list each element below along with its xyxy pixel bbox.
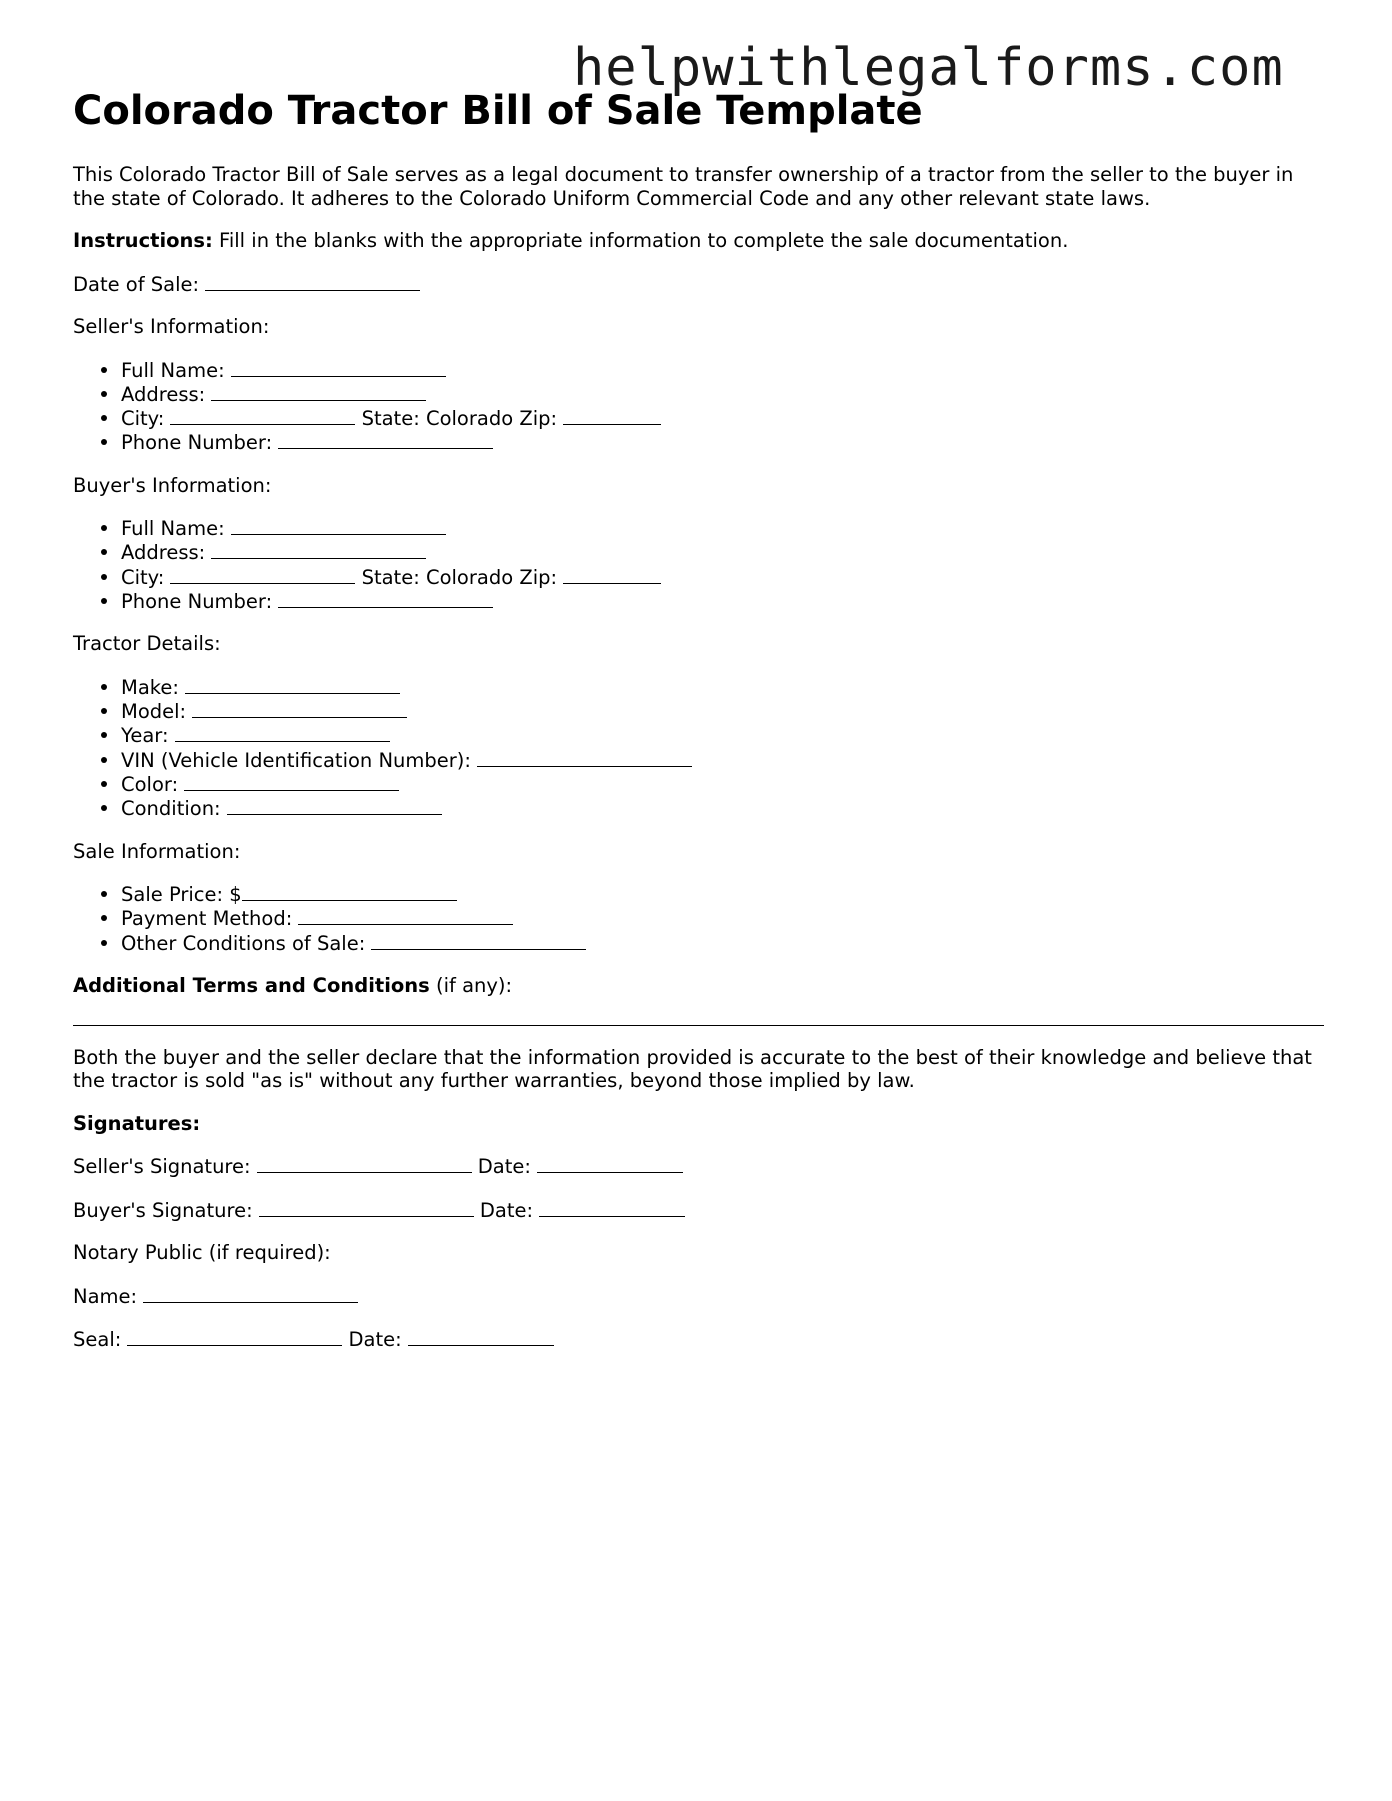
notary-name-label: Name: — [73, 1284, 138, 1308]
seller-address-field[interactable] — [211, 382, 426, 401]
instructions-label: Instructions: — [73, 229, 213, 252]
tractor-condition-label: Condition: — [121, 797, 221, 821]
notary-date-field[interactable] — [408, 1327, 554, 1346]
list-item — [121, 382, 1323, 406]
buyer-heading: Buyer's Information: — [73, 473, 272, 497]
list-item — [121, 772, 1323, 796]
signatures-label: Signatures: — [73, 1111, 201, 1135]
buyer-phone-label: Phone Number: — [121, 590, 273, 614]
list-item — [121, 882, 1323, 906]
list-item — [121, 589, 1323, 613]
seller-city-field[interactable] — [170, 406, 355, 425]
list-item — [121, 796, 1323, 820]
declaration-paragraph: Both the buyer and the seller declare that the information provided is accurate to the best of their knowledge and believe that the tractor is sold "as is" without any further warranties, beyond those implied by law. — [73, 1045, 1312, 1093]
tractor-make-label: Make: — [121, 675, 179, 699]
list-item — [121, 565, 1323, 589]
seller-full-name-label: Full Name: — [121, 358, 225, 382]
seller-date-field[interactable] — [537, 1154, 683, 1173]
seller-signature-label: Seller's Signature: — [73, 1155, 251, 1179]
buyer-zip-field[interactable] — [563, 565, 661, 584]
tractor-model-field[interactable] — [192, 699, 407, 718]
seller-phone-label: Phone Number: — [121, 431, 273, 455]
payment-method-field[interactable] — [298, 906, 513, 925]
buyer-city-label: City: — [121, 565, 165, 589]
sale-price-label: Sale Price: $ — [121, 883, 242, 907]
list-item — [121, 931, 1323, 955]
list-item — [121, 723, 1323, 747]
notary-name-field[interactable] — [143, 1284, 358, 1303]
list-item — [121, 358, 1323, 382]
notary-seal-field[interactable] — [127, 1327, 342, 1346]
notary-seal-row — [73, 1327, 1323, 1352]
seller-zip-field[interactable] — [563, 406, 661, 425]
tractor-year-label: Year: — [121, 724, 169, 748]
buyer-address-label: Address: — [121, 541, 206, 565]
other-conditions-label: Other Conditions of Sale: — [121, 931, 366, 955]
seller-date-label: Date: — [477, 1155, 531, 1179]
tractor-make-field[interactable] — [185, 675, 400, 694]
list-item — [121, 906, 1323, 930]
list-item — [121, 516, 1323, 540]
list-item — [121, 540, 1323, 564]
buyer-phone-field[interactable] — [278, 589, 493, 608]
signatures-heading — [73, 1112, 1323, 1136]
list-item — [121, 699, 1323, 723]
sale-info-list — [73, 882, 1323, 955]
date-of-sale-row — [73, 272, 1323, 297]
list-item — [121, 406, 1323, 430]
tractor-details-list — [73, 675, 1323, 821]
notary-seal-label: Seal: — [73, 1328, 122, 1352]
tractor-vin-label: VIN (Vehicle Identification Number): — [121, 748, 471, 772]
notary-date-label: Date: — [348, 1328, 402, 1352]
intro-paragraph: This Colorado Tractor Bill of Sale serves as a legal document to transfer ownership of a tractor from the seller to the buyer in the state of Colorado. It adheres to the Colorado Uniform Commercial Code and any other relevant state laws. — [73, 163, 1294, 210]
date-of-sale-label: Date of Sale: — [73, 272, 200, 296]
seller-signature-field[interactable] — [257, 1154, 472, 1173]
buyer-signature-row — [73, 1198, 1323, 1223]
buyer-date-label: Date: — [479, 1198, 534, 1222]
date-of-sale-field[interactable] — [205, 272, 420, 291]
page-title: Colorado Tractor Bill of Sale Template — [73, 88, 923, 134]
buyer-state-zip-label: State: Colorado Zip: — [361, 565, 558, 589]
instructions-paragraph — [73, 229, 1323, 253]
document-page — [73, 86, 1323, 1352]
tractor-vin-field[interactable] — [477, 748, 692, 767]
sale-price-field[interactable] — [242, 882, 457, 901]
seller-full-name-field[interactable] — [231, 358, 446, 377]
buyer-signature-field[interactable] — [259, 1198, 474, 1217]
additional-terms-label: Additional Terms and Conditions — [73, 974, 430, 998]
tractor-color-label: Color: — [121, 773, 179, 797]
seller-heading: Seller's Information: — [73, 315, 270, 338]
buyer-signature-label: Buyer's Signature: — [73, 1198, 253, 1222]
seller-state-zip-label: State: Colorado Zip: — [361, 407, 558, 431]
additional-terms-suffix: (if any): — [429, 974, 513, 998]
notary-heading: Notary Public (if required): — [73, 1241, 331, 1265]
seller-city-label: City: — [121, 407, 165, 431]
sale-heading: Sale Information: — [73, 839, 241, 863]
seller-address-label: Address: — [121, 382, 206, 406]
seller-info-list — [73, 358, 1323, 455]
buyer-full-name-label: Full Name: — [121, 517, 225, 541]
payment-method-label: Payment Method: — [121, 907, 293, 931]
list-item — [121, 430, 1323, 454]
buyer-info-list — [73, 516, 1323, 613]
buyer-full-name-field[interactable] — [231, 516, 446, 535]
buyer-date-field[interactable] — [539, 1198, 685, 1217]
tractor-color-field[interactable] — [184, 772, 399, 791]
tractor-year-field[interactable] — [175, 723, 390, 742]
seller-signature-row — [73, 1154, 1323, 1179]
tractor-model-label: Model: — [121, 700, 187, 724]
instructions-text: Fill in the blanks with the appropriate information to complete the sale documentation. — [212, 229, 1069, 252]
list-item — [121, 675, 1323, 699]
site-watermark: helpwithlegalforms.com — [573, 38, 1284, 98]
buyer-address-field[interactable] — [211, 540, 426, 559]
additional-terms-field[interactable] — [73, 1023, 1324, 1026]
buyer-city-field[interactable] — [170, 565, 355, 584]
additional-terms-heading — [73, 974, 1323, 998]
seller-phone-field[interactable] — [278, 430, 493, 449]
tractor-heading: Tractor Details: — [73, 632, 221, 656]
notary-name-row — [73, 1284, 1323, 1309]
other-conditions-field[interactable] — [371, 931, 586, 950]
tractor-condition-field[interactable] — [227, 796, 442, 815]
list-item — [121, 748, 1323, 772]
